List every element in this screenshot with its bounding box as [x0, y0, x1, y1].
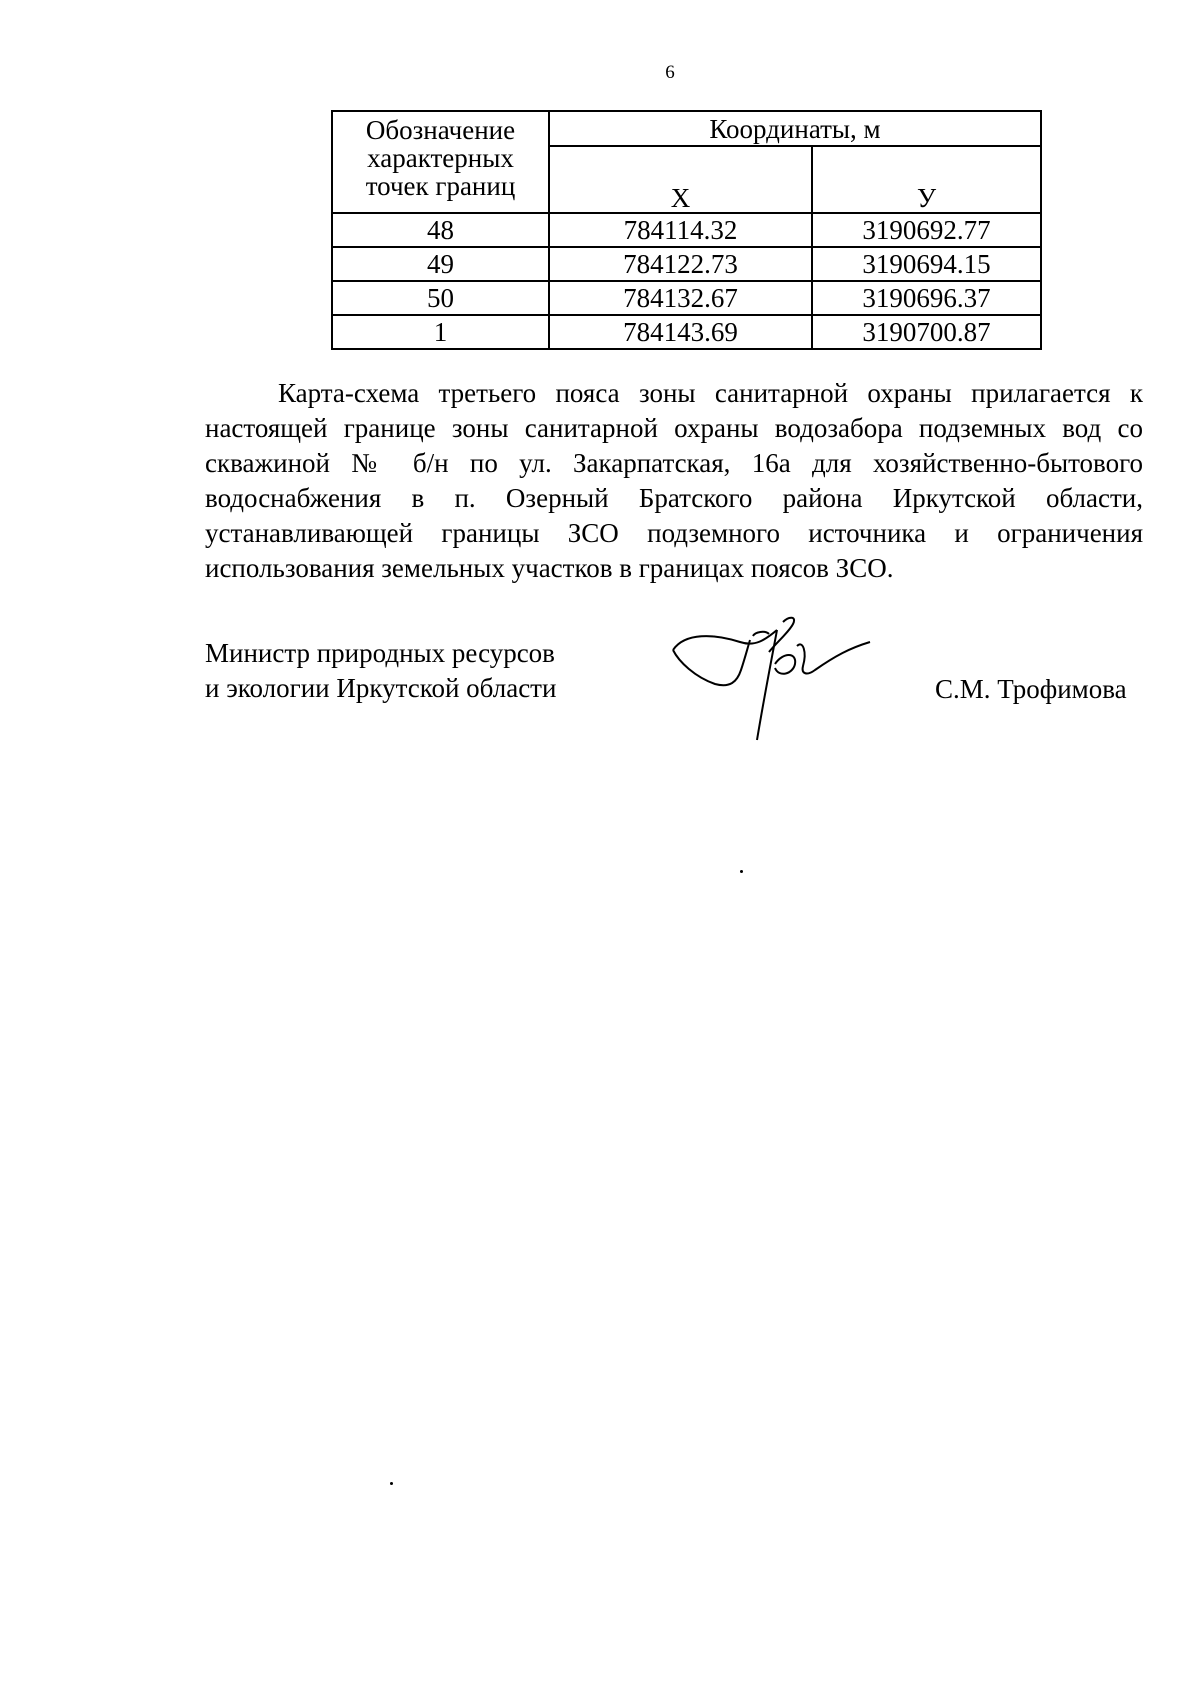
header-point-line: точек границ	[365, 171, 516, 201]
signatory-name: С.М. Трофимова	[935, 674, 1127, 704]
table-row	[332, 247, 1041, 281]
cell-point: 48	[332, 213, 549, 247]
signatory-title-line: и экологии Иркутской области	[205, 673, 557, 703]
cell-x: 784143.69	[549, 315, 812, 349]
handwritten-signature	[665, 612, 875, 742]
signatory-title-line: Министр природных ресурсов	[205, 638, 555, 668]
cell-x: 784114.32	[549, 213, 812, 247]
header-coordinates: Координаты, м	[549, 111, 1041, 146]
cell-y: 3190700.87	[812, 315, 1041, 349]
cell-point: 50	[332, 281, 549, 315]
page-number: 6	[665, 62, 675, 83]
table-row	[332, 213, 1041, 247]
header-point-line: характерных	[367, 143, 514, 173]
cell-y: 3190692.77	[812, 213, 1041, 247]
cell-y: 3190694.15	[812, 247, 1041, 281]
header-point-designation	[332, 111, 549, 213]
cell-y: 3190696.37	[812, 281, 1041, 315]
scan-speck	[740, 870, 743, 873]
coordinates-table	[331, 110, 1042, 350]
table-row	[332, 315, 1041, 349]
cell-x: 784132.67	[549, 281, 812, 315]
body-paragraph: Карта-схема третьего пояса зоны санитарной охраны прилагается к настоящей границе зоны санитарной охраны водозабора подземных вод со скважиной № б/н по ул. Закарпатская, 16а для хозяйственно-бытового водоснабжения в п. Озерный Братского района Иркутской области, устанавливающей границы ЗСО подземного источника и ограничения использования земельных участков в границах поясов ЗСО.	[205, 378, 1143, 583]
cell-point: 1	[332, 315, 549, 349]
header-x: Х	[549, 146, 812, 213]
header-y: У	[812, 146, 1041, 213]
table-row	[332, 281, 1041, 315]
header-point-line: Обозначение	[365, 115, 516, 145]
signatory-title	[205, 636, 556, 706]
cell-point: 49	[332, 247, 549, 281]
scan-speck	[390, 1482, 393, 1485]
cell-x: 784122.73	[549, 247, 812, 281]
